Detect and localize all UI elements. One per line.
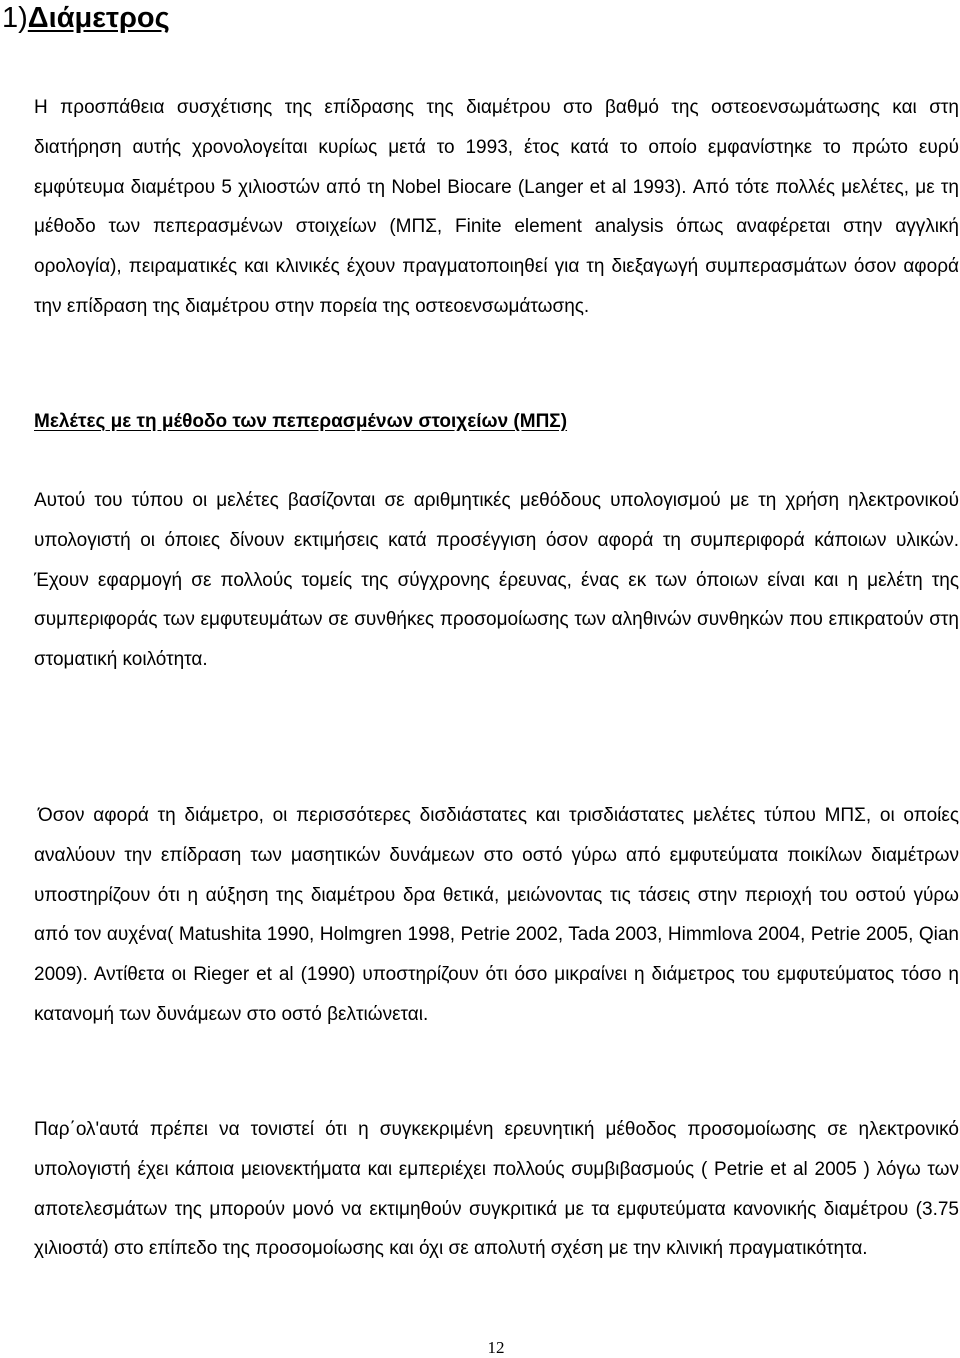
heading-number: 1) [2,2,28,34]
subsection-heading-fea: Μελέτες με τη μέθοδο των πεπερασμένων στοιχείων (ΜΠΣ) [34,411,568,432]
paragraph-diameter-studies: Όσον αφορά τη διάμετρο, οι περισσότερες δισδιάστατες και τρισδιάστατες μελέτες τύπου ΜΠΣ, οι οποίες αναλύουν την επίδραση των μασητικών δυνάμεων στο οστό γύρω από εμφυτεύματα ποικίλων διαμέτρων υποστηρίζουν ότι η αύξηση της διαμέτρου δρα θετικά, μειώνοντας τις τάσεις στην περιοχή του οστού γύρω από τον αυχένα( Matushita 1990, Holmgren 1998, Petrie 2002, Tada 2003, Himmlova 2004, Petrie 2005, Qian 2009). Αντίθετα οι Rieger et al (1990) υποστηρίζουν ότι όσο μικραίνει η διάμετρος του εμφυτεύματος τόσο η κατανομή των δυνάμεων στο οστό βελτιώνεται. [34,805,959,1025]
paragraph-limitations: Παρ΄ολ'αυτά πρέπει να τονιστεί ότι η συγκεκριμένη ερευνητική μέθοδος προσομοίωσης σε ηλεκτρονικό υπολογιστή έχει κάποια μειονεκτήματα και εμπεριέχει πολλούς συμβιβασμούς ( Petrie et al 2005 ) λόγω των αποτελεσμάτων της μπορούν μονό να εκτιμηθούν συγκριτικά με τα εμφυτεύματα κανονικής διαμέτρου (3.75 χιλιοστά) στο επίπεδο της προσομοίωσης και όχι σε απολυτή σχέση με την κλινική πραγματικότητα. [34,1119,959,1260]
heading-title: Διάμετρος [27,2,170,34]
section-heading-diameter [2,0,170,36]
paragraph-fea-description: Αυτού του τύπου οι μελέτες βασίζονται σε αριθμητικές μεθόδους υπολογισμού με τη χρήση ηλεκτρονικού υπολογιστή οι όποιες δίνουν εκτιμήσεις κατά προσέγγιση όσον αφορά τη συμπεριφορά κάποιων υλικών. Έχουν εφαρμογή σε πολλούς τομείς της σύγχρονης έρευνας, ένας εκ των όποιων είναι και η μελέτη της συμπεριφοράς των εμφυτευμάτων σε συνθήκες προσομοίωσης των αληθινών συνθηκών που επικρατούν στη στοματική κοιλότητα. [34,490,959,671]
paragraph-intro: Η προσπάθεια συσχέτισης της επίδρασης της διαμέτρου στο βαθμό της οστεοενσωμάτωσης και στη διατήρηση αυτής χρονολογείται κυρίως μετά το 1993, έτος κατά το οποίο εμφανίστηκε το πρώτο ευρύ εμφύτευμα διαμέτρου 5 χιλιοστών από τη Nobel Biocare (Langer et al 1993). Από τότε πολλές μελέτες, με τη μέθοδο των πεπερασμένων στοιχείων (ΜΠΣ, Finite element analysis όπως αναφέρεται στην αγγλική ορολογία), πειραματικές και κλινικές έχουν πραγματοποιηθεί για τη διεξαγωγή συμπερασμάτων όσον αφορά την επίδραση της διαμέτρου στην πορεία της οστεοενσωμάτωσης. [34,97,959,317]
page-number: 12 [487,1338,505,1357]
